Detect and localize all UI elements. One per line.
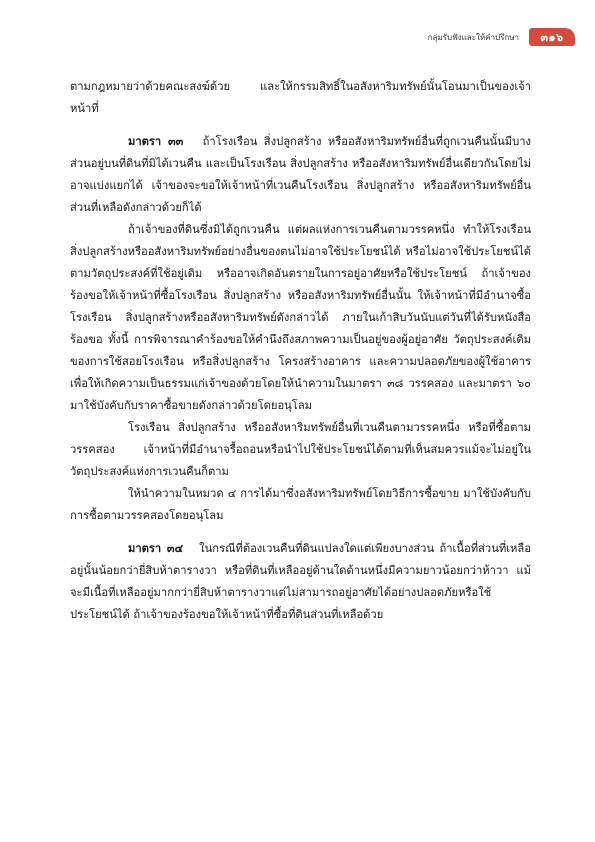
section-number: มาตรา ๓๔ xyxy=(128,541,184,555)
paragraph-text: ตามกฎหมายว่าด้วยคณะสงฆ์ด้วย และให้กรรมสิทธิ์ในอสังหาริมทรัพย์นั้นโอนมาเป็นของเจ้าหน้าที่ xyxy=(70,80,531,115)
paragraph-section-33 xyxy=(70,130,531,219)
paragraph-section-33-clause-2 xyxy=(70,219,531,417)
paragraph-section-34 xyxy=(70,537,531,626)
header-label: กลุ่มรับฟังและให้คำปรึกษา xyxy=(427,32,519,42)
page-number-badge: ๓๑๖ xyxy=(529,28,575,46)
section-number: มาตรา ๓๓ xyxy=(128,134,184,148)
page-header xyxy=(428,28,575,46)
paragraph-section-33-clause-4 xyxy=(70,483,531,527)
paragraph-text: ถ้าเจ้าของที่ดินซึ่งมิได้ถูกเวนคืน แต่ผลแห่งการเวนคืนตามวรรคหนึ่ง ทำให้โรงเรือน สิ่งปลูกสร้างหรืออสังหาริมทรัพย์อย่างอื่นของตนไม่อาจใช้ประโยชน์ได้ หรือไม่อาจใช้ประโยชน์ได้ตามวัตถุประสงค์ที่ใช้อยู่เดิม หรืออาจเกิดอันตรายในการอยู่อาศัยหรือใช้ประโยชน์ ถ้าเจ้าของร้องขอให้เจ้าหน้าที่ซื้อโรงเรือน สิ่งปลูกสร้าง หรืออสังหาริมทรัพย์อื่นนั้น ให้เจ้าหน้าที่มีอำนาจซื้อโรงเรือน สิ่งปลูกสร้างหรืออสังหาริมทรัพย์ดังกล่าวได้ ภายในเก้าสิบวันนับแต่วันที่ได้รับหนังสือร้องขอ ทั้งนี้ การพิจารณาคำร้องขอให้คำนึงถึงสภาพความเป็นอยู่ของผู้อยู่อาศัย วัตถุประสงค์เดิมของการใช้สอยโรงเรือน หรือสิ่งปลูกสร้าง โครงสร้างอาคาร และความปลอดภัยของผู้ใช้อาคาร เพื่อให้เกิดความเป็นธรรมแก่เจ้าของด้วยโดยให้นำความในมาตรา ๓๘ วรรคสอง และมาตรา ๖๐ มาใช้บังคับกับราคาซื้อขายดังกล่าวด้วยโดยอนุโลม xyxy=(70,223,531,412)
paragraph-text: ถ้าโรงเรือน สิ่งปลูกสร้าง หรืออสังหาริมทรัพย์อื่นที่ถูกเวนคืนนั้นมีบางส่วนอยู่บนที่ดินที่มิได้เวนคืน และเป็นโรงเรือน สิ่งปลูกสร้าง หรืออสังหาริมทรัพย์อื่นเดียวกันโดยไม่อาจแบ่งแยกได้ เจ้าของจะขอให้เจ้าหน้าที่เวนคืนโรงเรือน สิ่งปลูกสร้าง หรืออสังหาริมทรัพย์อื่นส่วนที่เหลือดังกล่าวด้วยก็ได้ xyxy=(70,135,532,214)
document-body xyxy=(70,76,531,626)
paragraph-text: ให้นำความในหมวด ๔ การได้มาซึ่งอสังหาริมทรัพย์โดยวิธีการซื้อขาย มาใช้บังคับกับการซื้อตามวรรคสองโดยอนุโลม xyxy=(70,487,531,522)
paragraph-text: โรงเรือน สิ่งปลูกสร้าง หรืออสังหาริมทรัพย์อื่นที่เวนคืนตามวรรคหนึ่ง หรือที่ซื้อตามวรรคสอง เจ้าหน้าที่มีอำนาจรื้อถอนหรือนำไปใช้ประโยชน์ได้ตามที่เห็นสมควรแม้จะไม่อยู่ในวัตถุประสงค์แห่งการเวนคืนก็ตาม xyxy=(70,421,531,478)
paragraph-section-33-clause-3 xyxy=(70,417,531,483)
paragraph-text: ในกรณีที่ต้องเวนคืนที่ดินแปลงใดแต่เพียงบางส่วน ถ้าเนื้อที่ส่วนที่เหลืออยู่นั้นน้อยกว่ายี่สิบห้าตารางวา หรือที่ดินที่เหลืออยู่ด้านใดด้านหนึ่งมีความยาวน้อยกว่าห้าวา แม้จะมีเนื้อที่เหลืออยู่มากกว่ายี่สิบห้าตารางวาแต่ไม่สามารถอยู่อาศัยได้อย่างปลอดภัยหรือใช้ประโยชน์ได้ ถ้าเจ้าของร้องขอให้เจ้าหน้าที่ซื้อที่ดินส่วนที่เหลือด้วย xyxy=(70,542,531,621)
paragraph-continuation xyxy=(70,76,531,120)
